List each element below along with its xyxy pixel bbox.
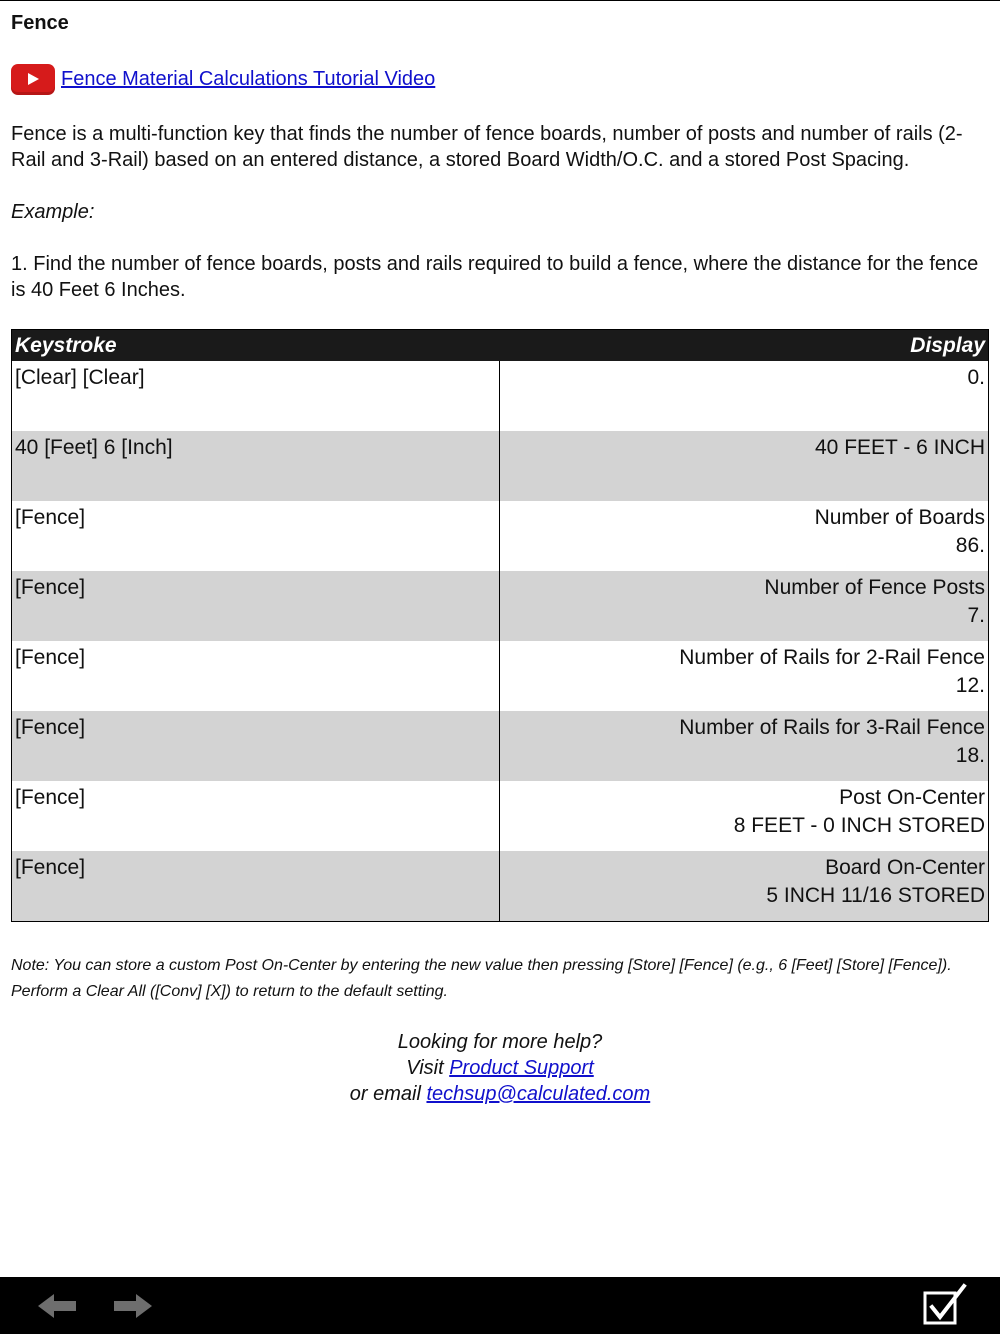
display-line-1: Board On-Center	[825, 856, 985, 879]
display-cell	[500, 851, 989, 921]
page-title: Fence	[11, 12, 69, 34]
help-section	[11, 1029, 989, 1107]
tutorial-video-label[interactable]: Fence Material Calculations Tutorial Video	[61, 67, 436, 90]
keystroke-cell: [Fence]	[12, 781, 500, 851]
keystroke-cell: 40 [Feet] 6 [Inch]	[12, 431, 500, 501]
table-row	[12, 431, 989, 501]
example-step-1: 1. Find the number of fence boards, posts and rails required to build a fence, where the distance for the fence is 40 Feet 6 Inches.	[11, 253, 979, 301]
display-cell	[500, 571, 989, 641]
keystroke-column-header: Keystroke	[12, 330, 500, 362]
done-button[interactable]	[922, 1283, 968, 1329]
checkbox-check-icon	[922, 1283, 968, 1329]
table-row	[12, 501, 989, 571]
tutorial-video-link[interactable]	[11, 63, 435, 95]
display-line-2: 5 INCH 11/16 STORED	[766, 884, 985, 907]
support-email-link[interactable]: techsup@calculated.com	[426, 1083, 651, 1105]
display-cell	[500, 641, 989, 711]
table-row	[12, 641, 989, 711]
description-paragraph: Fence is a multi-function key that finds the number of fence boards, number of posts and number of rails (2-Rail and 3-Rail) based on an entered distance, a stored Board Width/O.C. and a stored Post Spacing.	[11, 123, 963, 171]
table-row	[12, 711, 989, 781]
display-line-1: 0.	[967, 366, 985, 389]
help-email-line	[11, 1081, 989, 1107]
display-line-1: Number of Boards	[814, 506, 985, 529]
store-note: Note: You can store a custom Post On-Center by entering the new value then pressing [Store] [Fence] (e.g., 6 [Feet] [Store] [Fence]). Perform a Clear All ([Conv] [X]) to return to the default setting.	[11, 957, 952, 1000]
display-cell	[500, 431, 989, 501]
display-cell	[500, 361, 989, 431]
keystroke-cell: [Clear] [Clear]	[12, 361, 500, 431]
keystroke-cell: [Fence]	[12, 641, 500, 711]
display-line-1: Number of Fence Posts	[764, 576, 985, 599]
product-support-link[interactable]: Product Support	[449, 1057, 594, 1079]
right-arrow-icon	[110, 1291, 154, 1321]
display-line-2: 7.	[967, 604, 985, 627]
forward-button[interactable]	[110, 1291, 154, 1321]
keystroke-cell: [Fence]	[12, 711, 500, 781]
keystroke-cell: [Fence]	[12, 571, 500, 641]
display-cell	[500, 781, 989, 851]
display-cell	[500, 501, 989, 571]
example-label: Example:	[11, 201, 95, 223]
help-heading: Looking for more help?	[397, 1031, 603, 1053]
display-column-header: Display	[500, 330, 989, 362]
table-row	[12, 361, 989, 431]
display-line-2: 12.	[955, 674, 985, 697]
keystroke-cell: [Fence]	[12, 501, 500, 571]
table-row	[12, 781, 989, 851]
display-line-2: 86.	[955, 534, 985, 557]
display-line-1: Number of Rails for 2-Rail Fence	[679, 646, 985, 669]
visit-prefix: Visit	[406, 1057, 450, 1079]
email-prefix: or email	[349, 1083, 427, 1105]
youtube-play-icon	[11, 64, 55, 95]
bottom-toolbar	[0, 1277, 1000, 1334]
help-visit-line	[11, 1055, 989, 1081]
left-arrow-icon	[36, 1291, 80, 1321]
table-row	[12, 571, 989, 641]
display-line-1: 40 FEET - 6 INCH	[815, 436, 985, 459]
table-row	[12, 851, 989, 921]
back-button[interactable]	[36, 1291, 80, 1321]
display-line-1: Number of Rails for 3-Rail Fence	[679, 716, 985, 739]
keystroke-table	[11, 329, 989, 922]
display-line-1: Post On-Center	[839, 786, 985, 809]
display-line-2: 8 FEET - 0 INCH STORED	[733, 814, 985, 837]
display-line-2: 18.	[955, 744, 985, 767]
table-header-row	[12, 330, 989, 362]
display-cell	[500, 711, 989, 781]
keystroke-cell: [Fence]	[12, 851, 500, 921]
